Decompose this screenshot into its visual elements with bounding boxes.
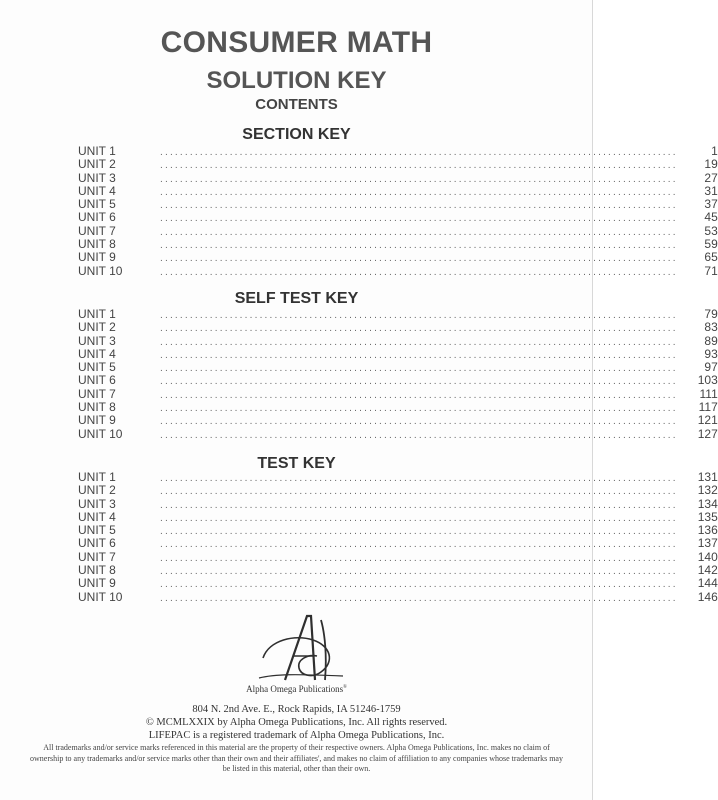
- toc-row: [78, 144, 718, 158]
- toc-unit-label: UNIT 7: [78, 386, 116, 401]
- toc-leader-dots: ........................................................................................................: [160, 552, 678, 564]
- toc-page-number: 27: [704, 170, 718, 185]
- toc-leader-dots: ........................................................................................................: [160, 173, 678, 185]
- toc-leader-dots: ........................................................................................................: [160, 539, 678, 551]
- toc-leader-dots: ........................................................................................................: [160, 147, 678, 158]
- toc-page-number: 93: [704, 346, 718, 361]
- copyright-notice: © MCMLXXIX by Alpha Omega Publications, Inc. All rights reserved.: [145, 717, 448, 728]
- toc-row: [78, 536, 718, 551]
- self-test-key-list: [78, 307, 718, 441]
- toc-row: [78, 373, 718, 388]
- toc-leader-dots: ........................................................................................................: [160, 349, 678, 361]
- toc-row: [78, 509, 718, 524]
- toc-unit-label: UNIT 5: [78, 523, 116, 538]
- toc-page-number: 127: [697, 426, 718, 441]
- toc-page-number: 59: [704, 237, 718, 252]
- toc-unit-label: UNIT 4: [78, 509, 116, 524]
- toc-page-number: 134: [697, 496, 718, 511]
- toc-leader-dots: ........................................................................................................: [160, 403, 678, 415]
- toc-leader-dots: ........................................................................................................: [160, 323, 678, 335]
- toc-leader-dots: ........................................................................................................: [160, 512, 678, 524]
- toc-unit-label: UNIT 4: [78, 346, 116, 361]
- toc-leader-dots: ........................................................................................................: [160, 416, 678, 428]
- toc-page-number: 79: [704, 307, 718, 321]
- toc-row: [78, 263, 718, 278]
- toc-unit-label: UNIT 3: [78, 333, 116, 348]
- toc-unit-label: UNIT 7: [78, 223, 116, 238]
- toc-page-number: 31: [704, 183, 718, 198]
- toc-leader-dots: ........................................................................................................: [160, 253, 678, 265]
- toc-page-number: 71: [704, 263, 718, 278]
- test-key-list: [78, 470, 718, 604]
- toc-leader-dots: ........................................................................................................: [160, 486, 678, 498]
- toc-row: [78, 549, 718, 564]
- toc-row: [78, 470, 718, 484]
- test-key-heading: TEST KEY: [257, 455, 336, 472]
- toc-leader-dots: ........................................................................................................: [160, 473, 678, 484]
- toc-unit-label: UNIT 9: [78, 576, 116, 591]
- toc-leader-dots: ........................................................................................................: [160, 566, 678, 578]
- self-test-key-heading: SELF TEST KEY: [234, 290, 359, 307]
- toc-row: [78, 157, 718, 172]
- toc-page-number: 121: [697, 413, 718, 428]
- toc-unit-label: UNIT 9: [78, 413, 116, 428]
- toc-page-number: 37: [704, 197, 718, 212]
- toc-unit-label: UNIT 5: [78, 360, 116, 375]
- toc-row: [78, 250, 718, 265]
- toc-leader-dots: ........................................................................................................: [160, 266, 678, 278]
- toc-page-number: 89: [704, 333, 718, 348]
- document-subtitle: SOLUTION KEY: [206, 67, 387, 94]
- toc-page-number: 136: [697, 523, 718, 538]
- toc-unit-label: UNIT 10: [78, 263, 123, 278]
- toc-unit-label: UNIT 5: [78, 197, 116, 212]
- toc-unit-label: UNIT 6: [78, 373, 116, 388]
- toc-leader-dots: ........................................................................................................: [160, 213, 678, 225]
- toc-unit-label: UNIT 2: [78, 157, 116, 172]
- toc-leader-dots: ........................................................................................................: [160, 363, 678, 375]
- toc-leader-dots: ........................................................................................................: [160, 160, 678, 172]
- toc-page-number: 111: [699, 386, 718, 401]
- toc-unit-label: UNIT 2: [78, 483, 116, 498]
- document-title: CONSUMER MATH: [160, 26, 433, 59]
- toc-leader-dots: ........................................................................................................: [160, 200, 678, 212]
- toc-leader-dots: ........................................................................................................: [160, 336, 678, 348]
- toc-row: [78, 576, 718, 591]
- toc-page-number: 97: [704, 360, 718, 375]
- toc-page-number: 117: [698, 400, 718, 415]
- toc-leader-dots: ........................................................................................................: [160, 310, 678, 321]
- toc-page-number: 144: [697, 576, 718, 591]
- toc-page-number: 135: [697, 509, 718, 524]
- toc-row: [78, 563, 718, 578]
- toc-leader-dots: ........................................................................................................: [160, 376, 678, 388]
- toc-row: [78, 426, 718, 441]
- toc-page-number: 53: [704, 223, 718, 238]
- toc-page-number: 140: [697, 549, 718, 564]
- toc-page-number: 131: [697, 470, 718, 484]
- toc-unit-label: UNIT 3: [78, 496, 116, 511]
- toc-unit-label: UNIT 1: [78, 470, 116, 484]
- toc-page-number: 65: [704, 250, 718, 265]
- toc-leader-dots: ........................................................................................................: [160, 526, 678, 538]
- toc-leader-dots: ........................................................................................................: [160, 429, 678, 441]
- toc-unit-label: UNIT 1: [78, 144, 116, 158]
- toc-unit-label: UNIT 8: [78, 563, 116, 578]
- toc-row: [78, 496, 718, 511]
- toc-page-number: 1: [711, 144, 718, 158]
- toc-unit-label: UNIT 3: [78, 170, 116, 185]
- section-key-heading: SECTION KEY: [242, 126, 351, 143]
- toc-row: [78, 400, 718, 415]
- toc-leader-dots: ........................................................................................................: [160, 389, 678, 401]
- toc-page-number: 137: [697, 536, 718, 551]
- trademark-notice: LIFEPAC is a registered trademark of Alpha Omega Publications, Inc.: [148, 730, 445, 741]
- toc-unit-label: UNIT 8: [78, 237, 116, 252]
- contents-heading: CONTENTS: [255, 96, 338, 113]
- toc-row: [78, 483, 718, 498]
- toc-unit-label: UNIT 9: [78, 250, 116, 265]
- toc-unit-label: UNIT 4: [78, 183, 116, 198]
- toc-row: [78, 360, 718, 375]
- toc-unit-label: UNIT 8: [78, 400, 116, 415]
- toc-page-number: 146: [697, 589, 718, 604]
- toc-row: [78, 346, 718, 361]
- toc-row: [78, 523, 718, 538]
- toc-page-number: 142: [697, 563, 718, 578]
- toc-row: [78, 197, 718, 212]
- toc-unit-label: UNIT 7: [78, 549, 116, 564]
- toc-row: [78, 170, 718, 185]
- toc-leader-dots: ........................................................................................................: [160, 499, 678, 511]
- toc-row: [78, 589, 718, 604]
- toc-row: [78, 333, 718, 348]
- toc-row: [78, 183, 718, 198]
- toc-unit-label: UNIT 1: [78, 307, 116, 321]
- toc-leader-dots: ........................................................................................................: [160, 186, 678, 198]
- toc-unit-label: UNIT 10: [78, 589, 123, 604]
- toc-row: [78, 223, 718, 238]
- publisher-name: Alpha Omega Publications®: [246, 684, 347, 694]
- toc-row: [78, 413, 718, 428]
- toc-row: [78, 307, 718, 321]
- toc-leader-dots: ........................................................................................................: [160, 240, 678, 252]
- toc-unit-label: UNIT 6: [78, 536, 116, 551]
- publisher-address: 804 N. 2nd Ave. E., Rock Rapids, IA 51246-1759: [192, 704, 401, 715]
- toc-page-number: 132: [697, 483, 718, 498]
- toc-row: [78, 237, 718, 252]
- trademark-disclaimer: All trademarks and/or service marks referenced in this material are the property of their respective owners. Alpha Omega Publications, Inc. makes no claim of ownership to any trademarks and/or service marks other than their own and their affiliates', and makes no claim of affiliation to any companies whose trademarks may be listed in this material, other than their own.: [30, 743, 563, 773]
- section-key-list: [78, 144, 718, 278]
- toc-unit-label: UNIT 2: [78, 320, 116, 335]
- toc-page-number: 83: [704, 320, 718, 335]
- toc-row: [78, 210, 718, 225]
- toc-row: [78, 386, 718, 401]
- toc-leader-dots: ........................................................................................................: [160, 592, 678, 604]
- toc-page-number: 103: [697, 373, 718, 388]
- toc-row: [78, 320, 718, 335]
- toc-page-number: 19: [704, 157, 718, 172]
- toc-unit-label: UNIT 6: [78, 210, 116, 225]
- toc-unit-label: UNIT 10: [78, 426, 123, 441]
- toc-leader-dots: ........................................................................................................: [160, 226, 678, 238]
- toc-page-number: 45: [704, 210, 718, 225]
- toc-leader-dots: ........................................................................................................: [160, 579, 678, 591]
- alpha-omega-logo-icon: [255, 610, 345, 688]
